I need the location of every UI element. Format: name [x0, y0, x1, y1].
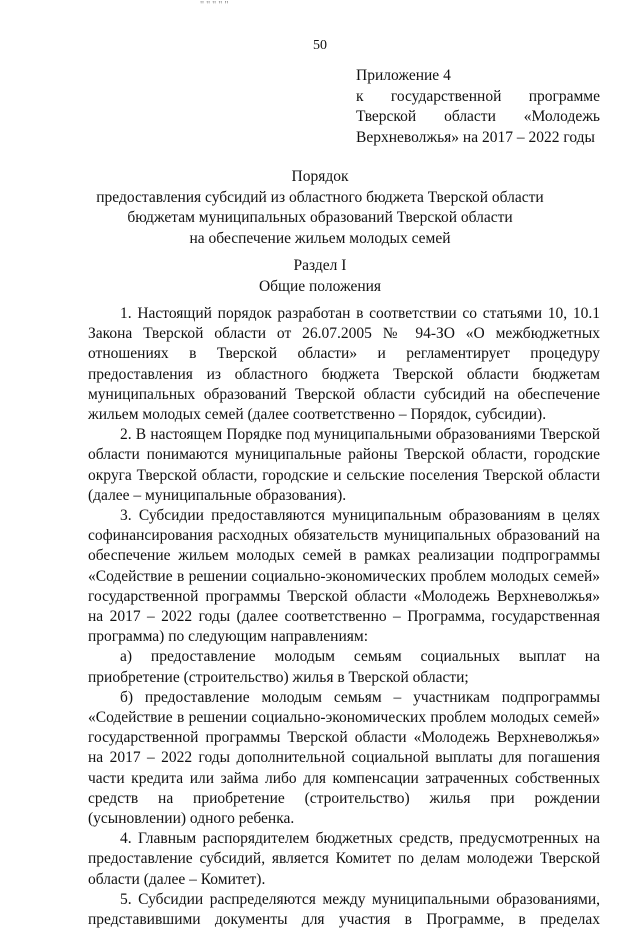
top-edge-marks: """""	[200, 0, 231, 11]
title-line-4: на обеспечение жильем молодых семей	[189, 229, 451, 247]
section-name: Общие положения	[258, 277, 382, 295]
title-line-3: бюджетам муниципальных образований Тверской области	[127, 209, 513, 226]
appendix-line-3: Тверской области «Молодежь	[356, 108, 600, 125]
paragraph-4: 4. Главным распорядителем бюджетных средств, предусмотренных на предоставление субсидий, является Комитет по делам молодежи Тверской области (далее – Комитет).	[88, 830, 600, 888]
appendix-line-2: к государственной программе	[356, 87, 600, 105]
paragraph-2: 2. В настоящем Порядке под муниципальными образованиями Тверской области понимаются муниципальные районы Тверской области, городские округа Тверской области, городские и сельские поселения Тверской области (далее – муниципальные образования).	[88, 426, 600, 504]
paragraph-3: 3. Субсидии предоставляются муниципальным образованиям в целях софинансирования расходных обязательств муниципальных образований на обеспечение жильем молодых семей в рамках реализации подпрограммы «Содействие в решении социально-экономических проблем молодых семей» государственной программы Тверской области «Молодежь Верхневолжья» на 2017 – 2022 годы (далее соответственно – Программа, государственная программа) по следующим направлениям:	[88, 507, 600, 646]
section-heading	[0, 256, 640, 297]
paragraph-3b: б) предоставление молодым семьям – участникам подпрограммы «Содействие в решении социально-экономических проблем молодых семей» государственной программы Тверской области «Молодежь Верхневолжья» на 2017 – 2022 годы дополнительной социальной выплаты для погашения части кредита или займа либо для компенсации затраченных собственных средств на приобретение (строительство) жилья при рождении (усыновлении) одного ребенка.	[88, 688, 600, 828]
page-number: 50	[313, 38, 327, 53]
paragraph-3a: а) предоставление молодым семьям социальных выплат на приобретение (строительство) жилья в Тверской области;	[88, 648, 600, 686]
document-body	[88, 304, 600, 930]
appendix-line-4: Верхневолжья» на 2017 – 2022 годы	[356, 128, 595, 146]
appendix-header	[356, 66, 600, 148]
section-number: Раздел I	[293, 257, 347, 274]
paragraph-1: 1. Настоящий порядок разработан в соответствии со статьями 10, 10.1 Закона Тверской области от 26.07.2005 № 94-ЗО «О межбюджетных отношениях в Тверской области» и регламентирует процедуру предоставления из областного бюджета Тверской области бюджетам муниципальных образований Тверской области субсидий на обеспечение жильем молодых семей (далее соответственно – Порядок, субсидии).	[88, 305, 600, 424]
title-line-2: предоставления субсидий из областного бюджета Тверской области	[96, 188, 544, 206]
title-line-1: Порядок	[291, 168, 349, 185]
document-title	[0, 167, 640, 249]
paragraph-5: 5. Субсидии распределяются между муниципальными образованиями, представившими документы для участия в Программе, в пределах	[88, 890, 600, 929]
appendix-line-1: Приложение 4	[356, 67, 451, 84]
